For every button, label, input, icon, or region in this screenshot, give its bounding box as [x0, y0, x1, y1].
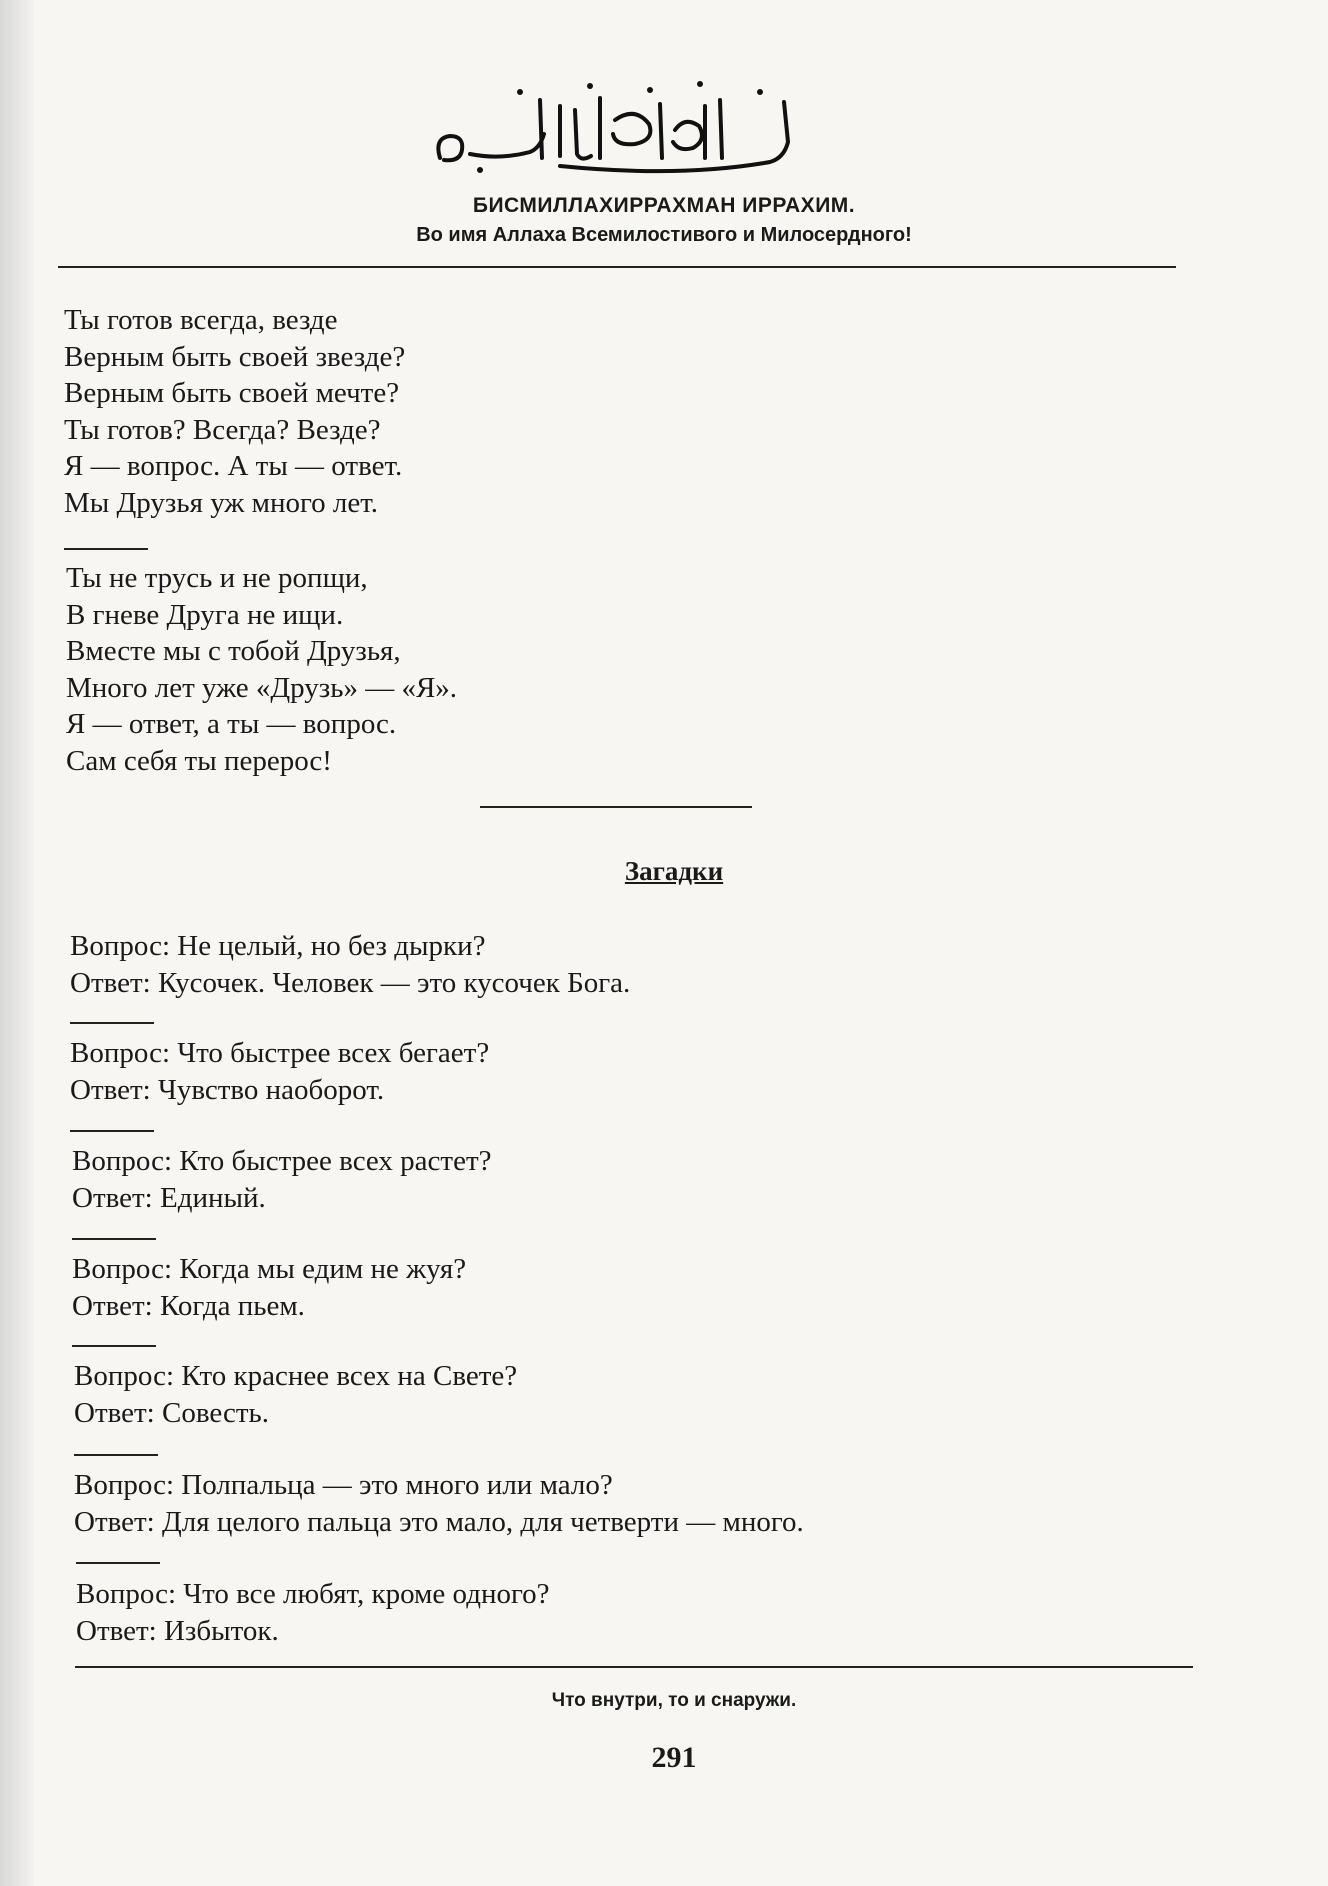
- poem-line: Мы Друзья уж много лет.: [64, 486, 378, 519]
- riddle-answer: Ответ: Единый.: [72, 1182, 266, 1214]
- riddle-answer: Ответ: Избыток.: [76, 1615, 279, 1647]
- riddle-item: [72, 1143, 492, 1217]
- poem-line: Верным быть своей мечте?: [64, 377, 400, 409]
- bismillah-title: БИСМИЛЛАХИРРАХМАН ИРРАХИМ.: [472, 194, 856, 217]
- poem-line: Я — вопрос. А ты — ответ.: [64, 450, 403, 482]
- stanza-separator: [64, 548, 148, 550]
- poem-stanza-1: [64, 302, 405, 521]
- poem-line: Я — ответ, а ты — вопрос.: [66, 708, 397, 740]
- riddle-question: Вопрос: Не целый, но без дырки?: [70, 930, 486, 962]
- bismillah-calligraphy: [0, 70, 1328, 180]
- poem-line: Много лет уже «Друзь» — «Я».: [66, 671, 458, 704]
- riddle-separator: [72, 1345, 156, 1347]
- riddle-question: Вопрос: Кто быстрее всех растет?: [72, 1145, 492, 1177]
- riddle-separator: [70, 1022, 154, 1024]
- poem-line: Сам себя ты перерос!: [66, 744, 332, 777]
- poem-stanza-2: [66, 560, 457, 779]
- riddle-separator: [72, 1238, 156, 1240]
- page-number: 291: [651, 1741, 697, 1774]
- poem-line: Верным быть своей звезде?: [64, 340, 406, 373]
- poem-line: В гневе Друга не ищи.: [66, 598, 344, 631]
- riddle-item: [70, 928, 630, 1002]
- riddle-answer: Ответ: Когда пьем.: [72, 1290, 305, 1322]
- riddle-answer: Ответ: Для целого пальца это мало, для четверти — много.: [74, 1506, 804, 1538]
- riddles-heading: Загадки: [624, 856, 724, 886]
- section-divider: [480, 806, 752, 808]
- riddle-question: Вопрос: Что быстрее всех бегает?: [70, 1037, 490, 1069]
- footer-divider: [75, 1666, 1193, 1668]
- riddle-answer: Ответ: Чувство наоборот.: [70, 1074, 385, 1106]
- riddle-separator: [70, 1130, 154, 1132]
- bismillah-subtitle: Во имя Аллаха Всемилостивого и Милосердного!: [416, 224, 912, 246]
- poem-line: Ты не трусь и не ропщи,: [66, 562, 368, 594]
- footer-quote: Что внутри, то и снаружи.: [551, 1690, 797, 1711]
- riddle-question: Вопрос: Полпальца — это много или мало?: [74, 1469, 613, 1501]
- riddle-answer: Ответ: Совесть.: [74, 1397, 269, 1429]
- riddle-item: [76, 1576, 550, 1650]
- poem-line: Ты готов? Всегда? Везде?: [64, 413, 381, 446]
- riddle-item: [72, 1251, 466, 1325]
- riddle-item: [74, 1467, 804, 1541]
- riddle-separator: [76, 1562, 160, 1564]
- riddle-item: [70, 1035, 489, 1109]
- riddle-separator: [74, 1454, 158, 1456]
- header-divider: [58, 266, 1176, 268]
- poem-line: Ты готов всегда, везде: [64, 304, 338, 336]
- riddle-question: Вопрос: Что все любят, кроме одного?: [76, 1578, 550, 1610]
- poem-line: Вместе мы с тобой Друзья,: [66, 635, 401, 667]
- riddle-answer: Ответ: Кусочек. Человек — это кусочек Бога.: [70, 967, 631, 999]
- page-gutter-shadow: [0, 0, 34, 1886]
- riddle-item: [74, 1358, 517, 1432]
- riddle-question: Вопрос: Когда мы едим не жуя?: [72, 1253, 467, 1285]
- riddle-question: Вопрос: Кто краснее всех на Свете?: [74, 1360, 518, 1392]
